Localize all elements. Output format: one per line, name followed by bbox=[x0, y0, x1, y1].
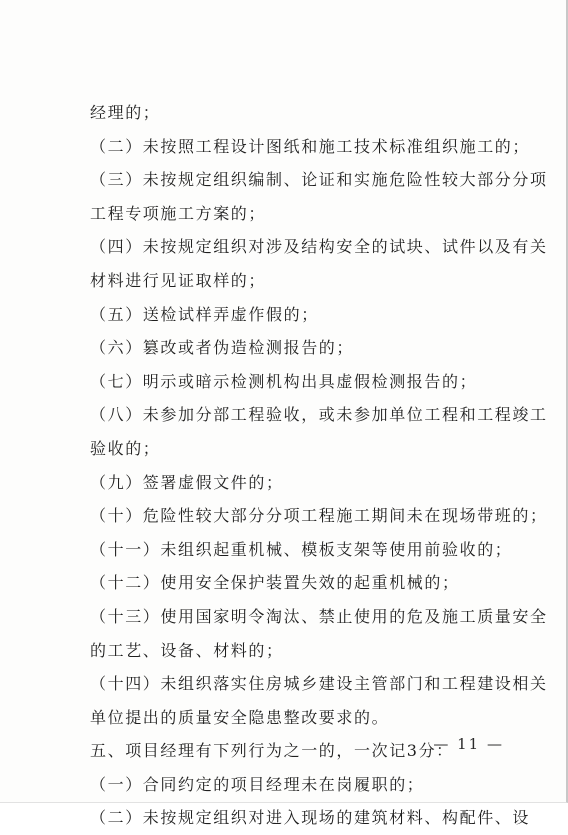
text-line: （十三）使用国家明令淘汰、禁止使用的危及施工质量安全 bbox=[90, 606, 548, 626]
text-line: （五）送检试样弄虚作假的； bbox=[90, 304, 319, 324]
text-line: （四）未按规定组织对涉及结构安全的试块、试件以及有关 bbox=[90, 237, 548, 257]
section-heading: 五、项目经理有下列行为之一的，一次记3分： bbox=[90, 741, 454, 761]
page-number: — 11 — bbox=[433, 735, 504, 753]
text-line: （十二）使用安全保护装置失效的起重机械的； bbox=[90, 573, 460, 593]
text-line: （十一）未组织起重机械、模板支架等使用前验收的； bbox=[90, 539, 513, 559]
text-line: 经理的； bbox=[90, 103, 161, 122]
text-line: 工程专项施工方案的； bbox=[90, 203, 267, 223]
text-line: （八）未参加分部工程验收，或未参加单位工程和工程竣工 bbox=[90, 405, 548, 425]
text-line: 的工艺、设备、材料的； bbox=[90, 640, 284, 660]
text-line: （九）签署虚假文件的； bbox=[90, 472, 284, 492]
text-line: （一）合同约定的项目经理未在岗履职的； bbox=[90, 774, 425, 794]
text-line: （十四）未组织落实住房城乡建设主管部门和工程建设相关 bbox=[90, 674, 548, 694]
text-line: （六）篡改或者伪造检测报告的； bbox=[90, 338, 355, 358]
text-line: 验收的； bbox=[90, 438, 161, 458]
text-line: （七）明示或暗示检测机构出具虚假检测报告的； bbox=[90, 371, 478, 391]
text-line: （二）未按照工程设计图纸和施工技术标准组织施工的； bbox=[90, 136, 531, 156]
text-line: （三）未按规定组织编制、论证和实施危险性较大部分分项 bbox=[90, 170, 548, 190]
text-line: （十）危险性较大部分分项工程施工期间未在现场带班的； bbox=[90, 506, 548, 526]
text-line: 单位提出的质量安全隐患整改要求的。 bbox=[90, 707, 390, 727]
text-line: 材料进行见证取样的； bbox=[90, 270, 267, 290]
text-line: （二）未按规定组织对进入现场的建筑材料、构配件、设 bbox=[90, 808, 531, 828]
document-body bbox=[90, 96, 548, 835]
